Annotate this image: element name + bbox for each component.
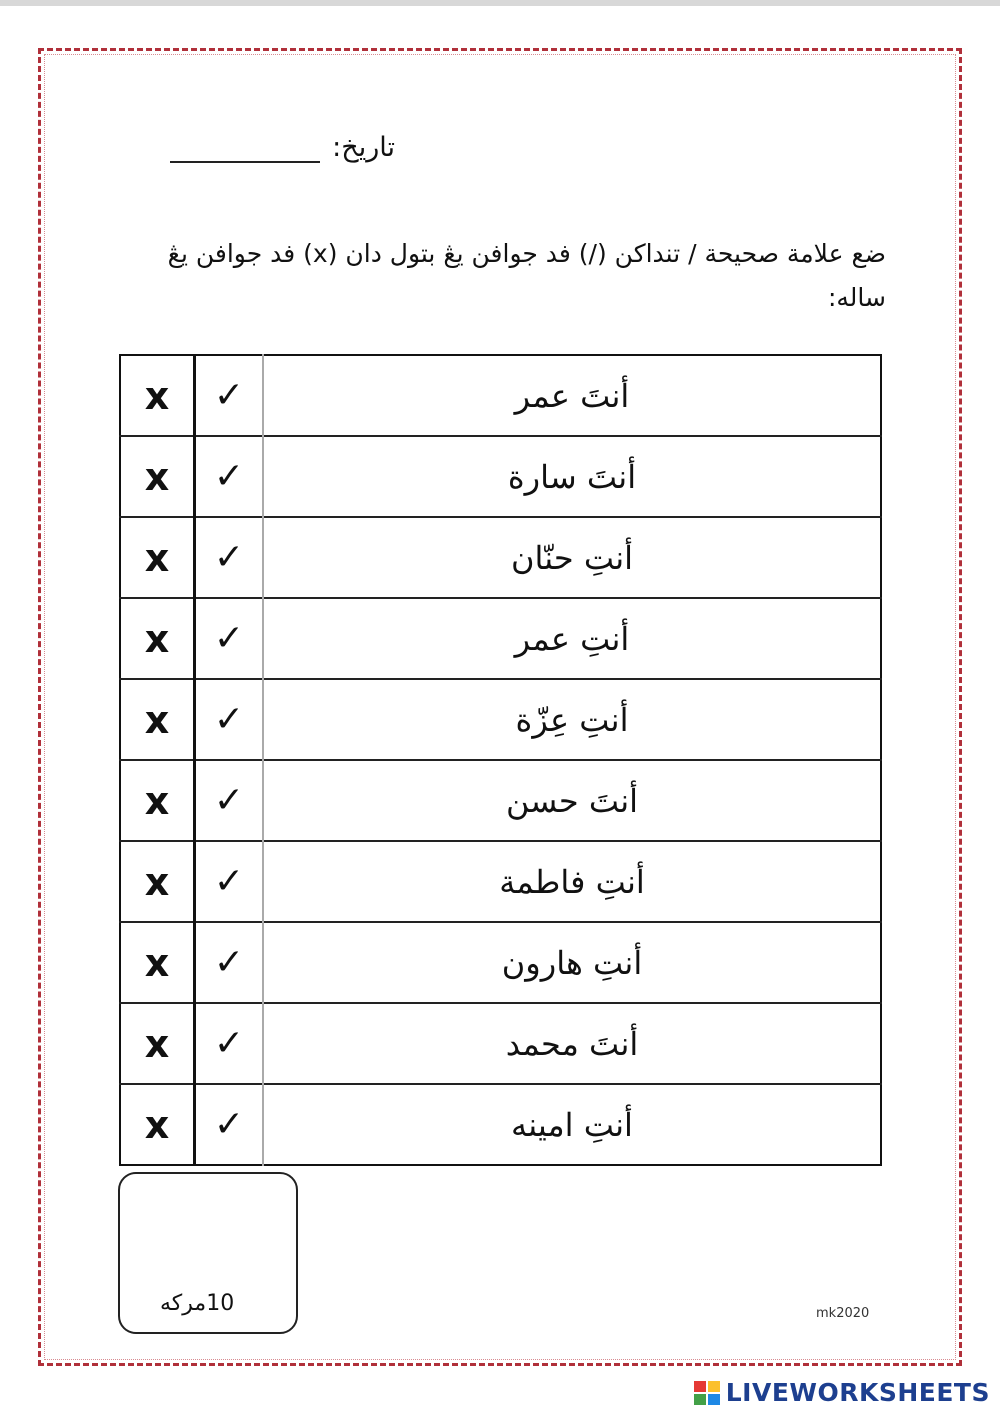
- brand-text: LIVEWORKSHEETS: [725, 1378, 990, 1407]
- score-box: [118, 1172, 298, 1334]
- statement-text: أنتِ هارون: [263, 922, 881, 1003]
- table-row: [120, 760, 881, 841]
- statement-text: أنتِ حنّان: [263, 517, 881, 598]
- check-mark-icon[interactable]: ✓: [195, 841, 264, 922]
- cross-mark-icon[interactable]: x: [120, 1084, 195, 1165]
- statement-text: أنتَ محمد: [263, 1003, 881, 1084]
- table-row: [120, 679, 881, 760]
- cross-mark-icon[interactable]: x: [120, 760, 195, 841]
- liveworksheets-logo-icon: [694, 1381, 720, 1405]
- table-row: [120, 1084, 881, 1165]
- table-row: [120, 1003, 881, 1084]
- check-mark-icon[interactable]: ✓: [195, 598, 264, 679]
- liveworksheets-brand: [694, 1378, 990, 1407]
- date-input-line[interactable]: [170, 139, 320, 163]
- date-label: تاريخ:: [332, 132, 395, 163]
- top-bar: [0, 0, 1000, 6]
- check-mark-icon[interactable]: ✓: [195, 922, 264, 1003]
- cross-mark-icon[interactable]: x: [120, 841, 195, 922]
- date-row: [170, 132, 395, 163]
- table-row: [120, 436, 881, 517]
- instruction-text: ضع علامة صحيحة / تنداكن (/) فد جوافن يڠ بتول دان (x) فد جوافن يڠ ساله:: [167, 239, 886, 312]
- score-label: 10مركه: [160, 1291, 235, 1316]
- table-row: [120, 922, 881, 1003]
- statement-text: أنتِ عِزّة: [263, 679, 881, 760]
- check-mark-icon[interactable]: ✓: [195, 436, 264, 517]
- cross-mark-icon[interactable]: x: [120, 1003, 195, 1084]
- check-mark-icon[interactable]: ✓: [195, 517, 264, 598]
- statement-text: أنتَ حسن: [263, 760, 881, 841]
- statement-text: أنتِ امينه: [263, 1084, 881, 1165]
- cross-mark-icon[interactable]: x: [120, 922, 195, 1003]
- statement-text: أنتِ عمر: [263, 598, 881, 679]
- check-mark-icon[interactable]: ✓: [195, 1084, 264, 1165]
- statement-text: أنتِ فاطمة: [263, 841, 881, 922]
- table-row: [120, 841, 881, 922]
- check-mark-icon[interactable]: ✓: [195, 760, 264, 841]
- cross-mark-icon[interactable]: x: [120, 355, 195, 436]
- cross-mark-icon[interactable]: x: [120, 517, 195, 598]
- check-mark-icon[interactable]: ✓: [195, 1003, 264, 1084]
- cross-mark-icon[interactable]: x: [120, 679, 195, 760]
- cross-mark-icon[interactable]: x: [120, 598, 195, 679]
- table-row: [120, 355, 881, 436]
- check-mark-icon[interactable]: ✓: [195, 355, 264, 436]
- statement-text: أنتَ سارة: [263, 436, 881, 517]
- check-mark-icon[interactable]: ✓: [195, 679, 264, 760]
- statement-text: أنتَ عمر: [514, 376, 630, 415]
- table-row: [120, 517, 881, 598]
- answer-table: [119, 354, 882, 1166]
- table-row: [120, 598, 881, 679]
- worksheet-code: mk2020: [816, 1306, 870, 1321]
- cross-mark-icon[interactable]: x: [120, 436, 195, 517]
